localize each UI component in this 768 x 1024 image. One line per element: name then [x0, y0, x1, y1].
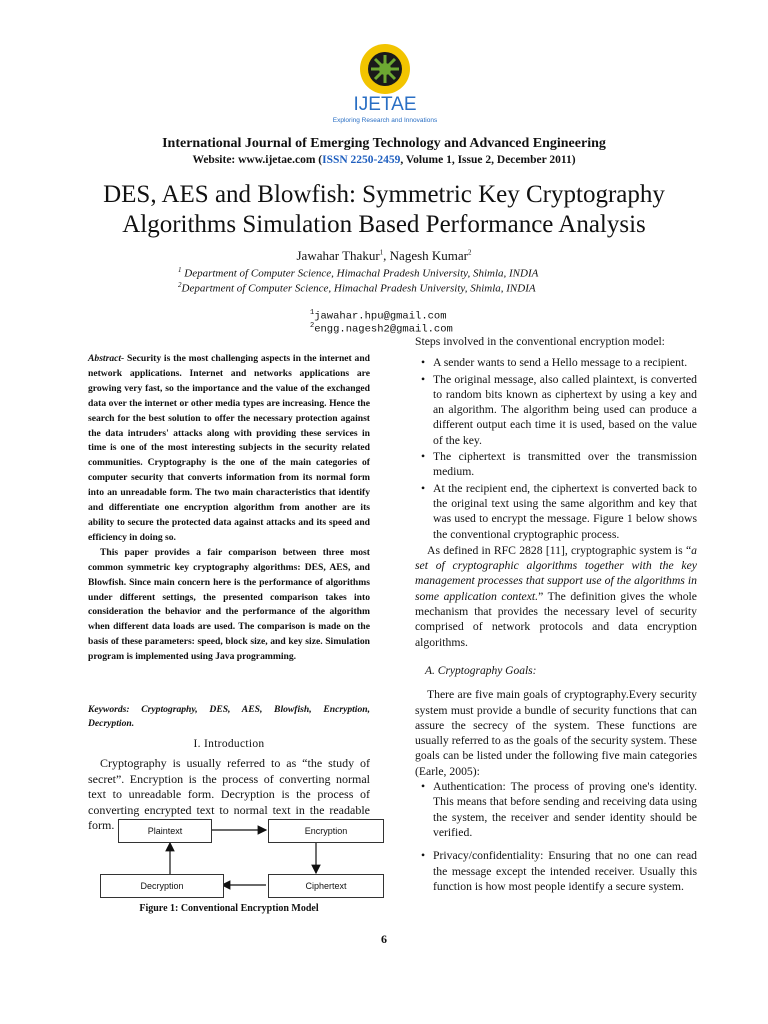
box-decryption: Decryption: [100, 874, 224, 898]
bullet-icon: •: [421, 372, 426, 386]
bullet-icon: •: [421, 450, 426, 464]
box-encryption: Encryption: [268, 819, 384, 843]
email-1-text[interactable]: jawahar.hpu@gmail.com: [314, 310, 447, 323]
bullet-icon: •: [421, 481, 426, 495]
author-1-sup: 1: [379, 248, 384, 257]
logo-tagline: Exploring Research and Innovations: [332, 117, 438, 124]
bullet-icon: •: [421, 780, 426, 794]
author-2: Nagesh Kumar: [389, 248, 468, 263]
bullet-icon: •: [421, 356, 426, 370]
email-1[interactable]: [310, 309, 447, 323]
website-suffix: , Volume 1, Issue 2, December 2011): [400, 154, 576, 166]
page-number: 6: [381, 932, 387, 946]
rfc-start: As defined in RFC 2828 [11], cryptographic system is “: [427, 543, 692, 557]
list-item: • Authentication: The process of proving one's identity. This means that before sending and receiving data using the system, the receiver and sender identity should be verified.: [421, 780, 697, 839]
right-column: [415, 334, 697, 895]
logo-text: IJETAE: [353, 94, 417, 115]
goals-list: [415, 779, 697, 894]
author-1: Jawahar Thakur: [296, 248, 380, 263]
goals-paragraph: There are five main goals of cryptography.Every security system must provide a bundle of security functions that can assure the secrecy of the system. These functions are usually referred to as the goals of the security system. These goals can be listed under the following five main categories (Earle, 2005):: [415, 688, 697, 778]
box-plaintext: Plaintext: [118, 819, 212, 843]
steps-list: [415, 355, 697, 542]
box-ciphertext: Ciphertext: [268, 874, 384, 898]
authors: [0, 248, 768, 264]
journal-name: International Journal of Emerging Technology and Advanced Engineering: [162, 136, 606, 151]
author-separator: ,: [383, 248, 390, 263]
figure-caption: Figure 1: Conventional Encryption Model: [139, 903, 319, 914]
affiliation-1-text: Department of Computer Science, Himachal Pradesh University, Shimla, INDIA: [181, 267, 539, 280]
email-2-sup: 2: [310, 322, 315, 330]
subsection-heading: A. Cryptography Goals:: [425, 664, 537, 677]
rfc-end: ” The definition gives the whole mechanism that provides the necessary level of security comprised of network protocols and data encryption algorithms.: [415, 589, 697, 649]
list-item: • A sender wants to send a Hello message to a recipient.: [421, 356, 688, 370]
abstract-paragraph-2: This paper provides a fair comparison between three most common symmetric key cryptography algorithms: DES, AES, and Blowfish. Since main concern here is the performance of algorithms under different settings, the presented comparison takes into consideration the behavior and the performance of the algorithm when different data loads are used. The comparison is made on the basis of these parameters: speed, block size, and key size. Simulation program is implemented using Java programming.: [88, 546, 370, 663]
issn-link[interactable]: ISSN 2250-2459: [322, 154, 401, 166]
title-line-2: Algorithms Simulation Based Performance Analysis: [122, 211, 646, 238]
affiliation-2-sup: 2: [178, 281, 182, 289]
steps-intro: Steps involved in the conventional encryption model:: [415, 335, 665, 348]
rfc-paragraph: [415, 543, 697, 650]
bullet-icon: •: [421, 849, 426, 863]
email-2-text[interactable]: engg.nagesh2@gmail.com: [314, 323, 453, 336]
affiliation-2: [178, 281, 738, 295]
list-item: • At the recipient end, the ciphertext is converted back to the original text using the same algorithm and key that was used to encrypt the message. Figure 1 below shows the conventional cryptographic process.: [421, 481, 697, 541]
journal-logo: [330, 42, 440, 124]
affiliation-2-text: Department of Computer Science, Himachal Pradesh University, Shimla, INDIA: [181, 282, 536, 295]
email-1-sup: 1: [310, 309, 315, 317]
author-2-sup: 2: [468, 248, 472, 257]
introduction-paragraph: Cryptography is usually referred to as “the study of secret”. Encryption is the process of converting normal text to unreadable form. Decryption is the process of converting encrypted text to normal text in the readable form.: [88, 756, 370, 833]
abstract: [88, 352, 370, 665]
paper-title: [70, 180, 698, 240]
journal-website: [0, 154, 768, 166]
section-heading-introduction: I. Introduction: [193, 738, 265, 750]
list-item: • Privacy/confidentiality: Ensuring that no one can read the message except the intended receiver. Usually this function is how most people identify a secure system.: [421, 849, 697, 893]
affiliation-1-sup: 1: [178, 266, 182, 274]
abstract-paragraph-1: Security is the most challenging aspects in the internet and network applications. Internet and networks applications are growing very fast, so the importance and the value of the exchanged data over the internet or other media types are increasing. Hence the search for the best solution to offer the necessary protection against the data intruders' attacks along with providing these services in time is one of the most interesting subjects in the security related communities. Cryptography is the one of the main categories of computer security that converts information from its normal form into an unreadable form. The two main characteristics that identify and differentiate one encryption algorithm from another are its ability to secure the protected data against attacks and its speed and efficiency in doing so.: [88, 353, 370, 543]
list-item: • The ciphertext is transmitted over the transmission medium.: [421, 450, 697, 479]
affiliation-1: [178, 266, 738, 280]
title-line-1: DES, AES and Blowfish: Symmetric Key Cryptography: [103, 181, 665, 208]
rfc-quote: a set of cryptographic algorithms together with the key management processes that support use of the algorithms in some application context.: [415, 543, 697, 603]
list-item: • The original message, also called plaintext, is converted to random bits known as ciphertext by using a key and an algorithm. The algorithm being used can produce a different output each time it is used, based on the value of the key.: [421, 372, 697, 447]
keywords: Keywords: Cryptography, DES, AES, Blowfish, Encryption, Decryption.: [88, 704, 370, 729]
abstract-label: Abstract-: [88, 353, 125, 364]
website-prefix: Website: www.ijetae.com (: [192, 154, 323, 166]
